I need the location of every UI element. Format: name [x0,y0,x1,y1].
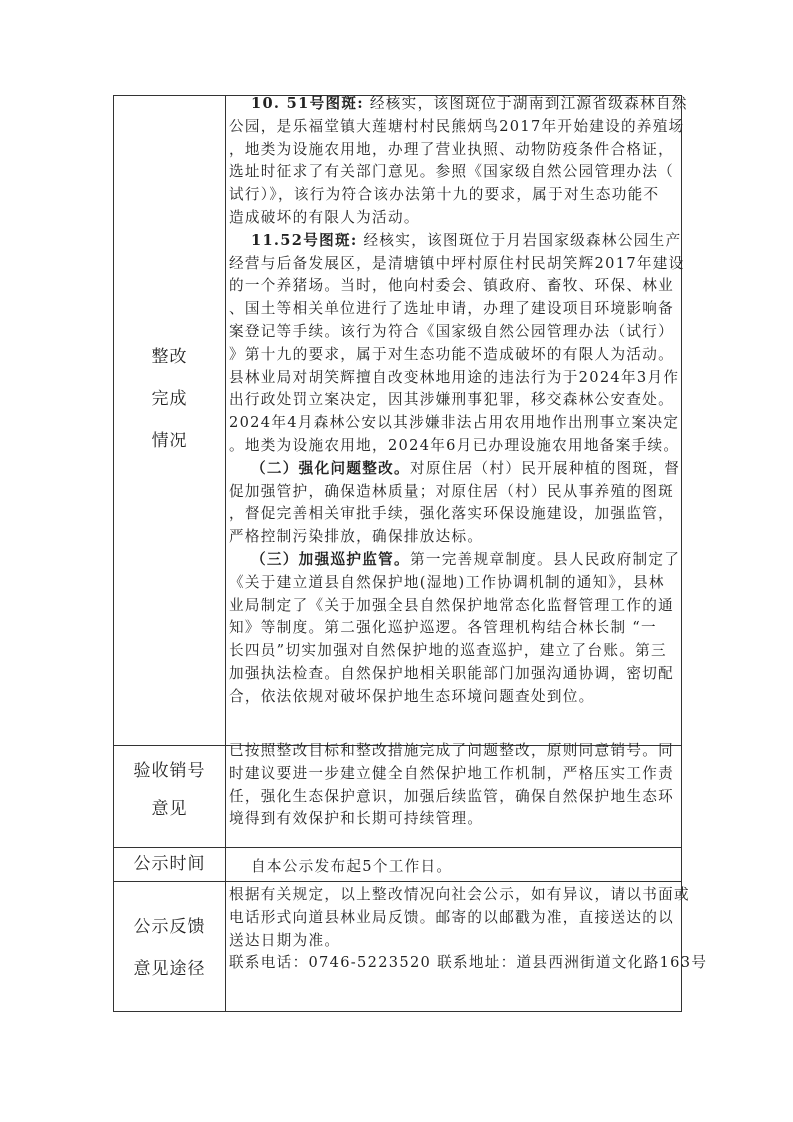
section-heading: （三）加强巡护监管。 [251,550,410,568]
rectification-label [114,336,225,462]
line-text: 经营与后备发展区，是清塘镇中坪村原住村民胡笑辉2017年建设 [229,254,685,272]
text-line [229,344,681,367]
text-line [229,412,681,435]
text-line [229,435,681,458]
text-line: 已按照整改目标和整改措施完成了问题整改，原则同意销号。同 [229,742,675,759]
text-line [229,275,681,298]
text-line [229,298,681,321]
line-text: 试行）》，该行为符合该办法第十九的要求，属于对生态功能不 [229,186,660,204]
text-line: 送达日期为准。 [229,931,341,949]
text-line: 根据有关规定，以上整改情况向社会公示，如有异议，请以书面或 [229,886,690,903]
feedback-content [229,884,708,975]
line-text: 第一完善规章制度。县人民政府制定了 [409,550,681,568]
label-line: 公示反馈 [133,917,206,937]
line-text: 促加强管护，确保造林质量；对原住居（村）民从事养殖的图斑 [229,482,675,500]
text-line [229,640,681,663]
line-text: ，督促完善相关审批手续，强化落实环保设施建设，加强监管， [229,505,675,523]
text-line [229,458,681,481]
line-text: 经核实，该图斑位于月岩国家级森林公园生产 [357,231,682,249]
line-text: ，地类为设施农用地，办理了营业执照、动物防疫条件合格证， [229,140,675,158]
text-line [229,595,681,618]
text-line [229,207,681,230]
line-text: 》第十九的要求，属于对生态功能不造成破坏的有限人为活动。 [229,345,675,363]
line-text: 选址时征求了有关部门意见。参照《国家级自然公园管理办法（ [229,163,675,181]
label-line: 意见途径 [133,959,206,979]
text-line [229,526,681,549]
acceptance-content [229,740,681,831]
text-line [229,253,685,276]
label-line: 意见 [151,799,188,819]
line-text: 经核实，该图斑位于湖南到江源省级森林自然 [363,95,688,112]
text-line [229,663,681,686]
text-line: 境得到有效保护和长期可持续管理。 [229,810,484,828]
text-line: 自本公示发布起5个工作日。 [251,858,453,875]
publicity-time-content [229,856,681,879]
line-text: 严格控制污染排放，确保排放达标。 [229,528,484,546]
line-text: 对原住居（村）民开展种植的图斑，督 [409,459,681,477]
line-text: 知》等制度。第二强化巡护巡逻。各管理机构结合林长制 “一 [229,619,657,637]
text-line [229,367,681,390]
text-line [229,572,681,595]
section-heading: （二）强化问题整改。 [251,459,410,477]
text-line: 电话形式向道县林业局反馈。邮寄的以邮戳为准，直接送达的以 [229,908,675,926]
column-divider [225,95,226,1012]
label-line: 完成 [151,389,188,409]
line-text: 造成破坏的有限人为活动。 [229,208,420,226]
acceptance-label [114,752,225,828]
line-text: 2024年4月森林公安以其涉嫌非法占用农用地作出刑事立案决定 [229,414,680,432]
label-line: 验收销号 [133,761,206,781]
line-text: 《关于建立道县自然保护地(湿地)工作协调机制的通知》，县林 [229,573,665,591]
line-text: 。地类为设施农用地，2024年6月已办理设施农用地备案手续。 [229,436,680,454]
text-line [229,549,681,572]
text-line [229,503,681,526]
text-line: 任，强化生态保护意识，加强后续监管，确保自然保护地生态环 [229,787,675,805]
text-line [229,93,688,116]
line-text: 案登记等手续。该行为符合《国家级自然公园管理办法（试行） [229,322,675,340]
text-line [229,230,681,253]
text-line [229,184,681,207]
rectification-content [229,93,688,709]
text-line [229,139,681,162]
text-line [229,389,681,412]
publicity-time-label: 公示时间 [133,854,206,874]
line-text: 、国土等相关单位进行了选址申请，办理了建设项目环境影响备 [229,300,675,318]
line-text: 业局制定了《关于加强全县自然保护地常态化监督管理工作的通 [229,596,675,614]
text-line: 时建议要进一步建立健全自然保护地工作机制，严格压实工作责 [229,764,675,782]
label-line: 情况 [151,431,188,451]
line-text: 县林业局对胡笑辉擅自改变林地用途的违法行为于2024年3月作 [229,368,680,386]
line-text: 公园，是乐福堂镇大莲塘村村民熊炳鸟2017年开始建设的养殖场 [229,117,685,135]
text-line [229,116,685,139]
text-line [229,481,681,504]
label-line: 整改 [151,347,188,367]
section-heading: 11.52号图斑: [251,231,358,249]
text-line [229,686,681,709]
text-line [229,161,681,184]
line-text: 出行政处罚立案决定，因其涉嫌刑事犯罪，移交森林公安查处。 [229,391,675,409]
section-heading: 10. 51号图斑: [251,95,364,112]
text-line [229,617,681,640]
text-line [229,321,681,344]
line-text: 长四员”切实加强对自然保护地的巡查巡护，建立了台账。第三 [229,642,667,660]
line-text: 合，依法依规对破坏保护地生态环境问题查处到位。 [229,687,595,705]
line-text: 加强执法检查。自然保护地相关职能部门加强沟通协调，密切配 [229,664,675,682]
line-text: 的一个养猪场。当时，他向村委会、镇政府、畜牧、环保、林业 [229,277,675,295]
contact-line: 联系电话：0746-5223520 联系地址：道县西洲街道文化路163号 [229,954,708,972]
feedback-label [114,906,225,990]
